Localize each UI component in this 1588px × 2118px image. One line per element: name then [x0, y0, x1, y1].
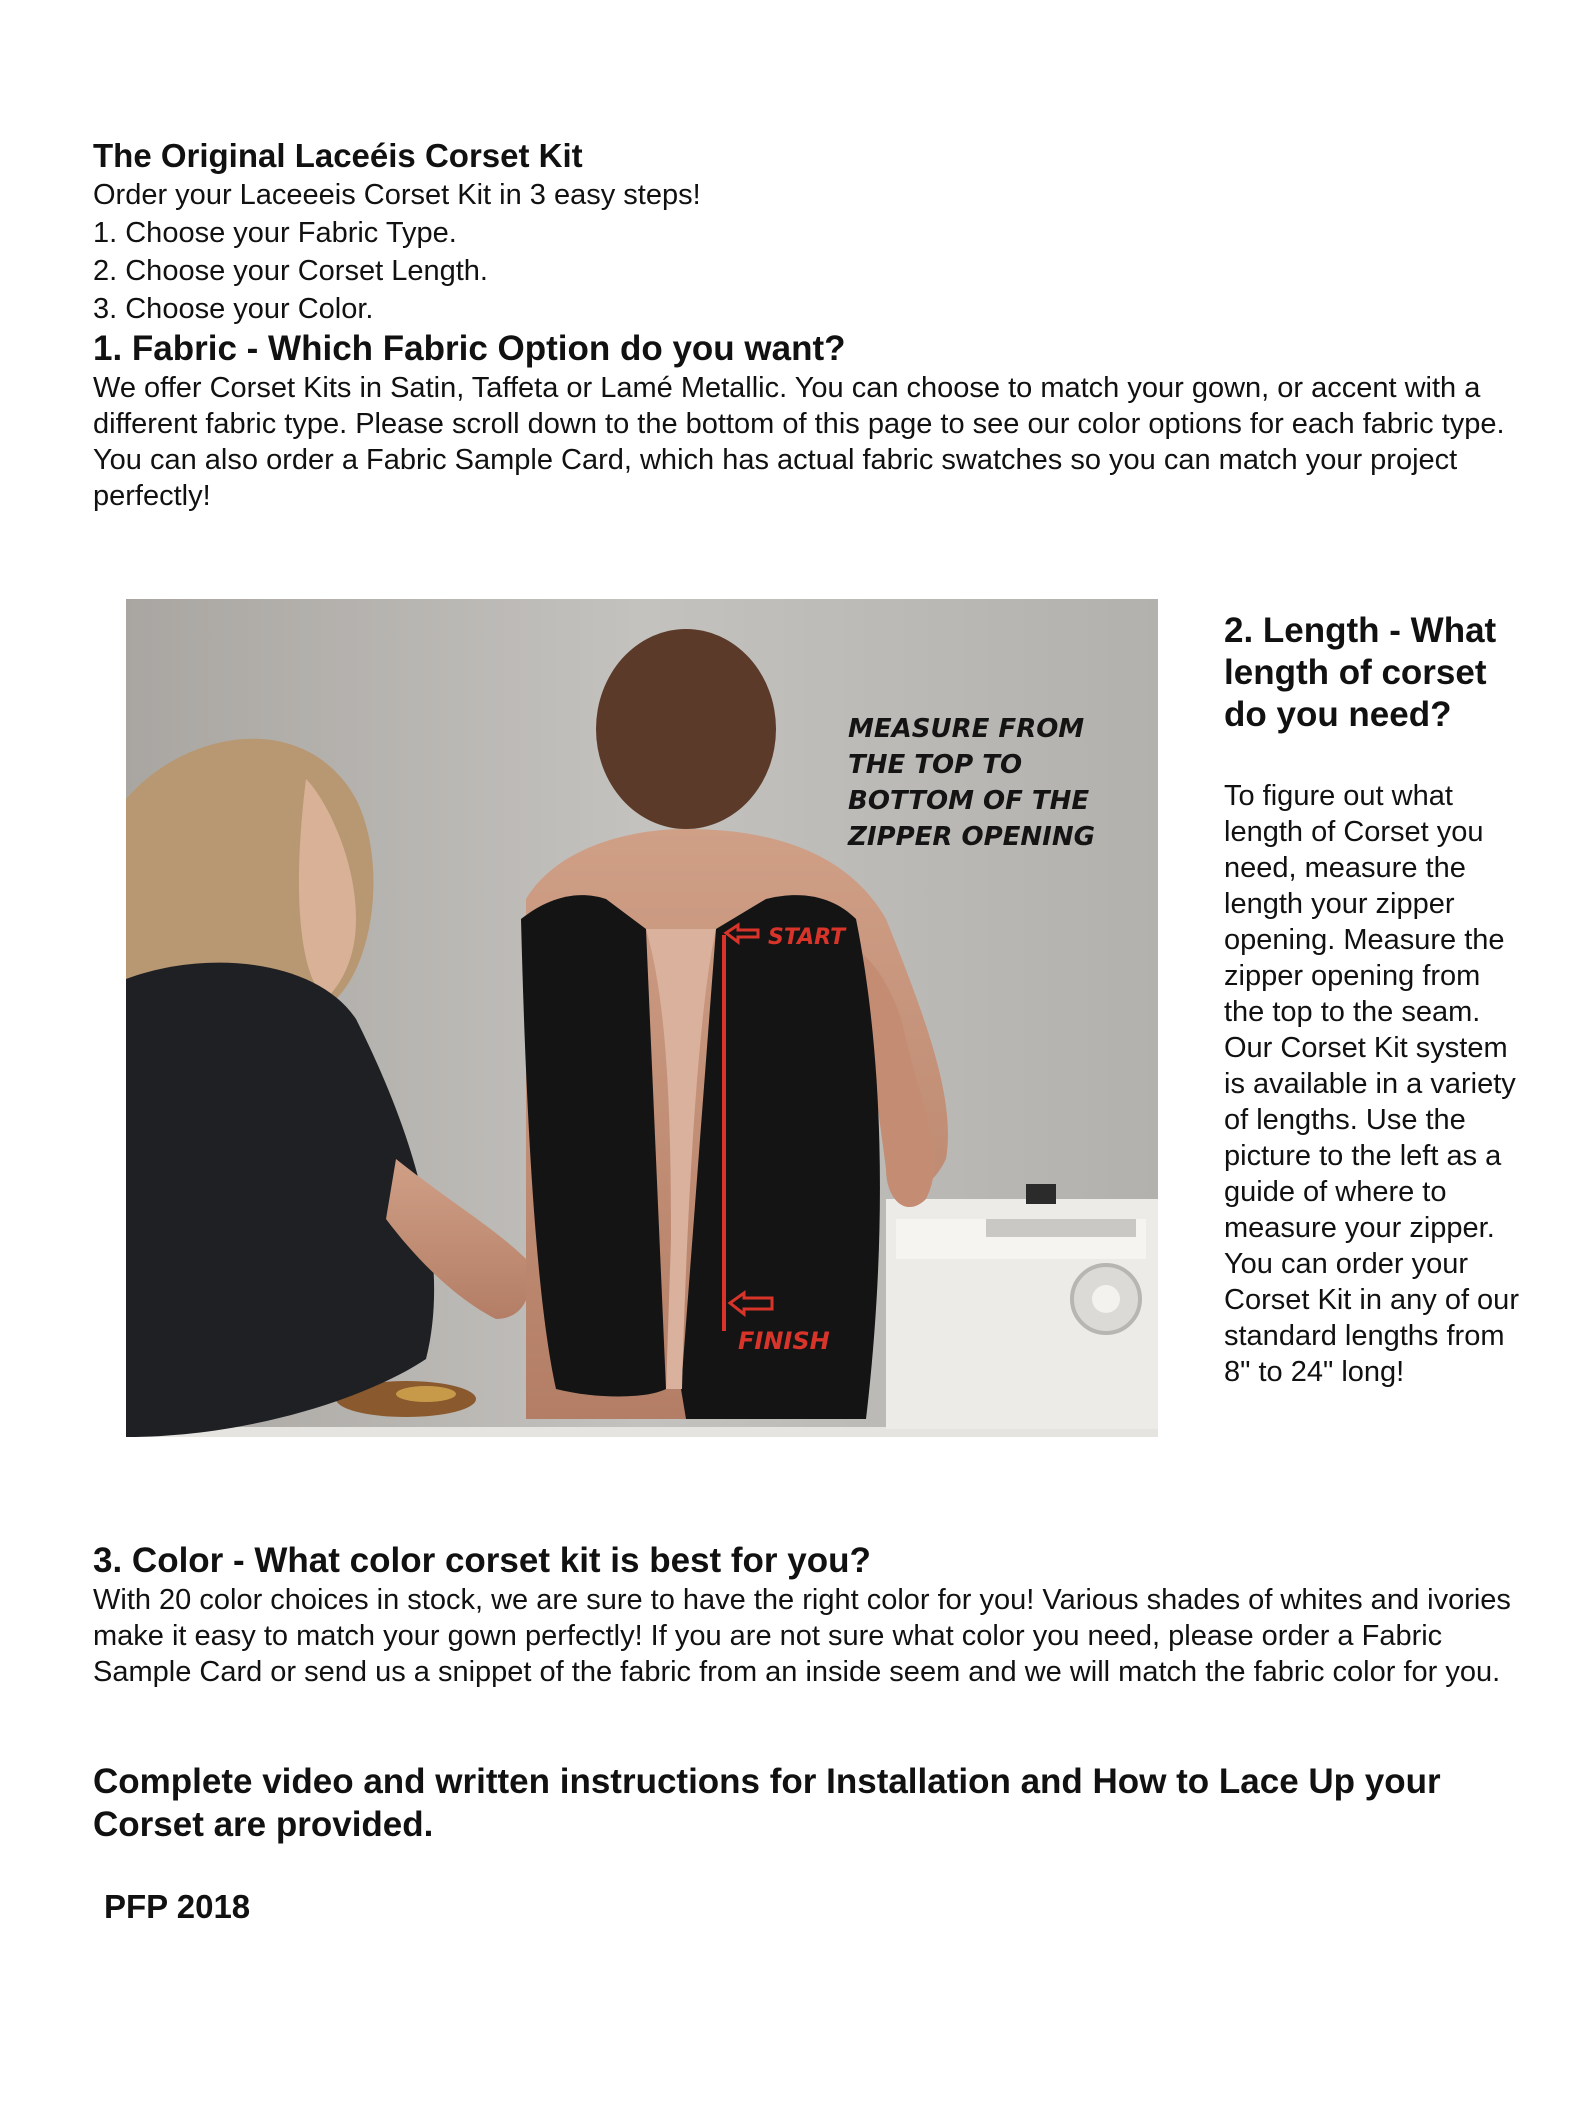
- annotation-line: THE TOP TO: [848, 750, 1023, 780]
- color-description: With 20 color choices in stock, we are sure to have the right color for you! Various shades of whites and ivories make it easy to match your gown perfectly! If you are not sure what color you need, please order a Fabric Sample Card or send us a snippet of the fabric from an inside seem and we will match the fabric color for you.: [93, 1584, 1511, 1688]
- annotation-line: ZIPPER OPENING: [848, 822, 1095, 852]
- page-title: The Original Laceéis Corset Kit: [93, 137, 583, 174]
- intro-block: [93, 176, 701, 328]
- annotation-line: MEASURE FROM: [848, 714, 1085, 744]
- finish-label: FINISH: [738, 1327, 830, 1355]
- measurement-photo: [126, 599, 1158, 1437]
- closing-note: Complete video and written instructions for Installation and How to Lace Up your Corset are provided.: [93, 1762, 1441, 1844]
- fabric-description: We offer Corset Kits in Satin, Taffeta or Lamé Metallic. You can choose to match your gown, or accent with a different fabric type. Please scroll down to the bottom of this page to see our color options for each fabric type. You can also order a Fabric Sample Card, which has actual fabric swatches so you can match your project perfectly!: [93, 372, 1505, 512]
- fabric-heading: 1. Fabric - Which Fabric Option do you want?: [93, 329, 846, 368]
- intro-step: 3. Choose your Color.: [93, 293, 374, 325]
- length-description: To figure out what length of Corset you need, measure the length your zipper opening. Measure the zipper opening from the top to the seam. Our Corset Kit system is available in a variety of lengths. Use the picture to the left as a guide of where to measure your zipper. You can order your Corset Kit in any of our standard lengths from 8" to 24" long!: [1224, 780, 1519, 1388]
- footer-copyright: PFP 2018: [104, 1888, 251, 1925]
- start-label: START: [768, 925, 846, 950]
- length-heading: 2. Length - What length of corset do you need?: [1224, 611, 1497, 734]
- sewing-machine: [886, 1184, 1158, 1429]
- intro-lead: Order your Laceeeis Corset Kit in 3 easy steps!: [93, 179, 701, 211]
- color-heading: 3. Color - What color corset kit is best for you?: [93, 1541, 871, 1580]
- intro-step: 2. Choose your Corset Length.: [93, 255, 488, 287]
- intro-step: 1. Choose your Fabric Type.: [93, 217, 457, 249]
- annotation-line: BOTTOM OF THE: [848, 786, 1090, 816]
